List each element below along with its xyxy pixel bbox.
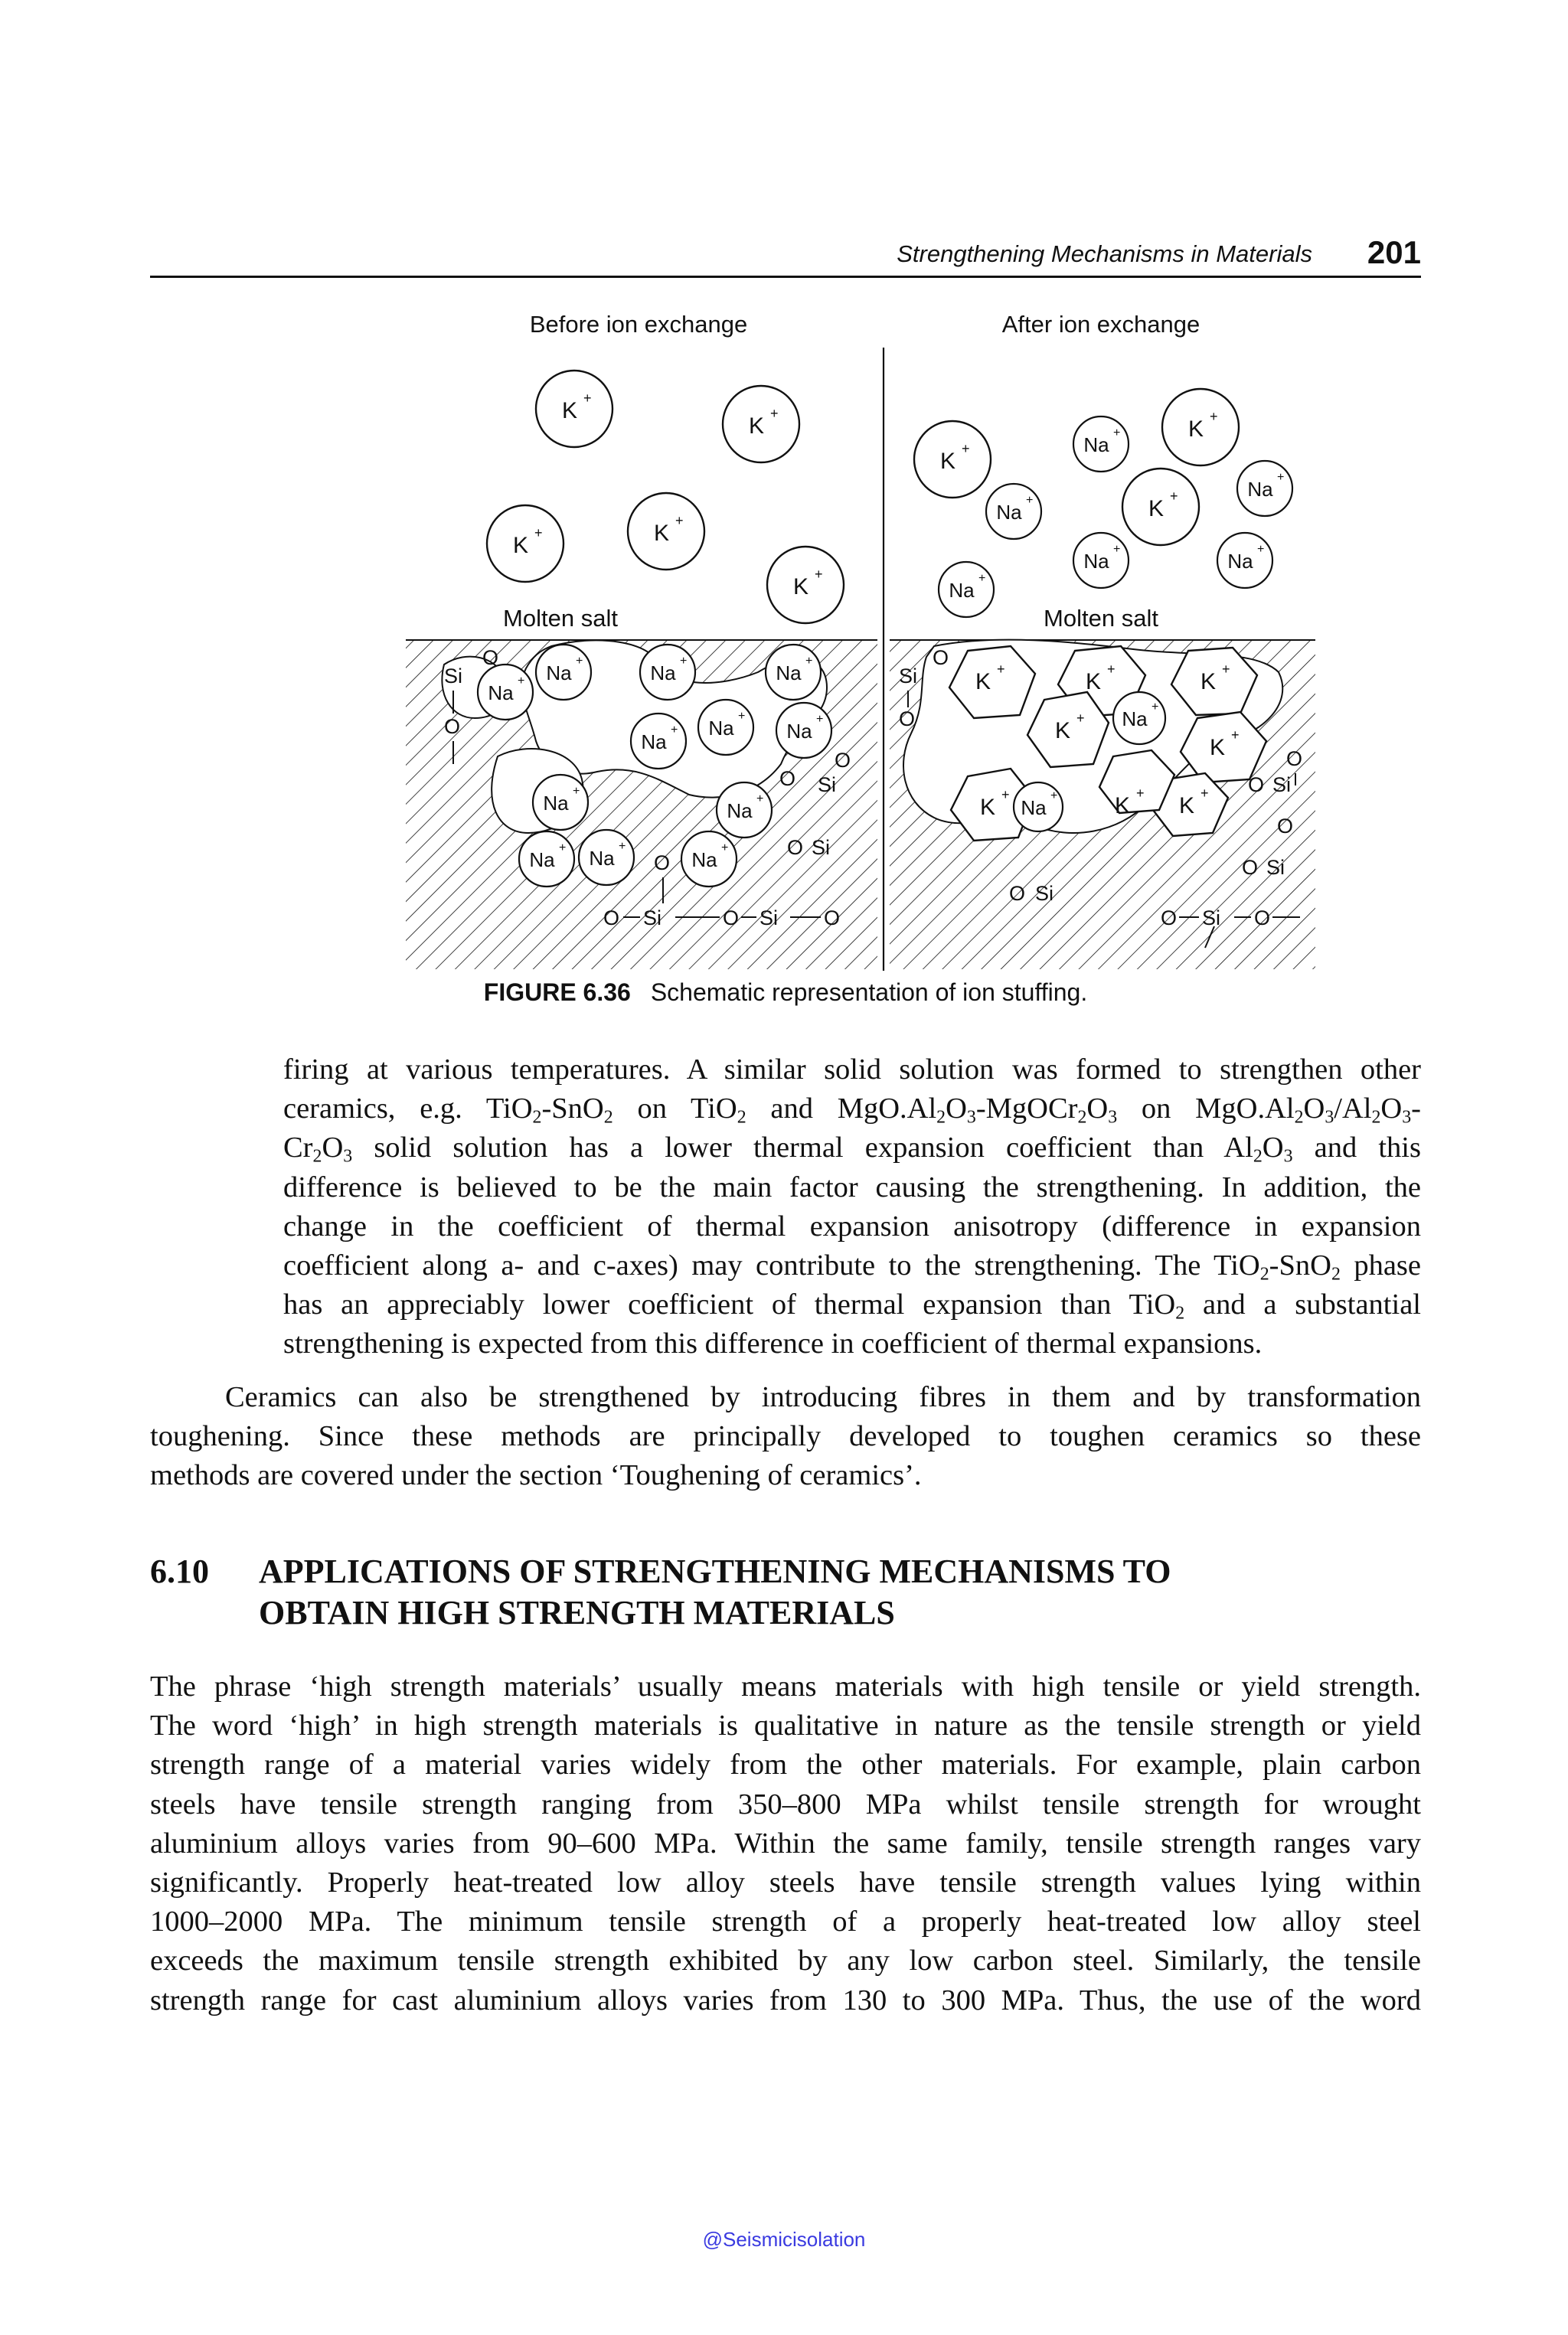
figure-ion-stuffing [398, 305, 1317, 971]
svg-text:+: + [559, 841, 567, 854]
ion-k-a1 [914, 421, 991, 498]
svg-text:+: + [1001, 787, 1010, 802]
svg-text:+: + [1050, 789, 1058, 802]
p1-line-8: strengthening is expected from this difference in coefficient of thermal expansions. [283, 1328, 1263, 1360]
atom-o-a3: O [1286, 747, 1303, 770]
svg-text:K: K [1209, 735, 1226, 760]
ion-k-5-charge: + [815, 567, 823, 582]
svg-text:Na: Na [488, 681, 514, 704]
label-molten-salt-before: Molten salt [503, 605, 618, 632]
svg-text:+: + [573, 785, 580, 798]
ion-k-2 [723, 386, 799, 462]
atom-o-b5: O [787, 836, 804, 859]
svg-text:+: + [1200, 785, 1209, 801]
atom-o-a8: O [1161, 906, 1178, 929]
svg-text:Na: Na [1083, 550, 1109, 573]
atom-o-b7: O [603, 906, 620, 929]
svg-text:Na: Na [1227, 550, 1253, 573]
ion-na-b12 [681, 831, 737, 887]
atom-o-b2: O [444, 715, 461, 738]
figure-caption-text: Schematic representation of ion stuffing. [650, 978, 1088, 1006]
atom-si-b1: Si [444, 665, 463, 687]
atom-si-b5: Si [760, 906, 779, 929]
ion-k-5-symbol: K [792, 574, 809, 599]
svg-text:Na: Na [1122, 707, 1148, 730]
ion-na-b9 [717, 782, 772, 838]
ion-na-a6 [939, 562, 994, 617]
svg-text:Na: Na [708, 717, 734, 740]
p3-line-5: aluminium alloys varies from 90–600 MPa. Within the same family, tensile strength ranges vary [150, 1827, 1421, 1860]
svg-text:+: + [671, 723, 678, 736]
svg-text:K: K [1200, 669, 1217, 694]
ion-k-a3 [1122, 469, 1199, 545]
svg-text:+: + [680, 655, 688, 668]
ion-na-b4 [766, 645, 821, 700]
svg-text:Na: Na [949, 579, 975, 602]
atom-si-b3: Si [812, 836, 831, 859]
ion-na-b2 [536, 645, 591, 700]
svg-text:+: + [962, 441, 970, 456]
p3-line-7: 1000–2000 MPa. The minimum tensile strength of a properly heat-treated low alloy steel [150, 1906, 1421, 1938]
ion-na-a1 [1073, 416, 1129, 472]
svg-text:+: + [978, 572, 986, 585]
svg-text:+: + [1210, 409, 1218, 424]
svg-text:Na: Na [546, 661, 572, 684]
atom-o-b9: O [824, 906, 841, 929]
ion-na-b8 [533, 775, 588, 830]
atom-si-b2: Si [818, 773, 837, 796]
ion-na-g2 [1014, 782, 1063, 831]
atom-si-a3: Si [1266, 856, 1285, 879]
label-after-ion-exchange: After ion exchange [1001, 311, 1200, 338]
ion-na-b10 [519, 831, 574, 887]
svg-text:Na: Na [650, 661, 676, 684]
ion-k-4 [628, 493, 704, 570]
svg-text:Na: Na [543, 792, 569, 815]
svg-text:K: K [1178, 793, 1195, 818]
ion-na-b11 [579, 830, 634, 885]
ion-na-a2 [986, 484, 1041, 539]
p3-line-6: significantly. Properly heat-treated low alloy steels have tensile strength values lying within [150, 1866, 1421, 1899]
svg-text:Na: Na [996, 501, 1022, 524]
figure-caption [150, 978, 1421, 1007]
ion-na-a4 [1073, 533, 1129, 588]
svg-text:+: + [1136, 785, 1145, 801]
atom-si-a2: Si [1272, 773, 1292, 796]
paragraph-high-strength [150, 1667, 1421, 2020]
atom-o-b3: O [835, 749, 851, 772]
p1-line-3: $Cr_2O_3$ solid solution has a lower thermal expansion coefficient than $Al_2O_3$ and this [283, 1132, 1421, 1168]
svg-text:+: + [738, 710, 746, 723]
svg-text:K: K [1085, 669, 1102, 694]
ion-k-1-symbol: K [561, 398, 578, 423]
svg-text:K: K [939, 449, 956, 474]
p1-line-5: change in the coefficient of thermal expansion anisotropy (difference in expansion [283, 1210, 1421, 1243]
p1-line-2: ceramics, e.g. TiO$_2$-SnO$_2$ on TiO$_2$ and $MgO.Al_2O_3-MgOCr_2O_3$ on $MgO.Al_2O_3/Al_2O_3-$ [283, 1092, 1421, 1128]
ion-k-5 [767, 547, 844, 623]
p1-line-6: coefficient along a- and c-axes) may contribute to the strengthening. The TiO$_2$-SnO$_2$ phase [283, 1249, 1422, 1285]
ion-exchange-diagram [398, 305, 1317, 971]
p3-line-8: exceeds the maximum tensile strength exhibited by any low carbon steel. Similarly, the tensile [150, 1945, 1421, 1977]
svg-text:+: + [1107, 661, 1116, 677]
atom-si-a4: Si [1035, 882, 1054, 905]
svg-text:K: K [979, 795, 996, 820]
svg-text:+: + [1076, 710, 1085, 726]
svg-text:Na: Na [1083, 433, 1109, 456]
paragraph-fibres [150, 1378, 1421, 1496]
svg-text:+: + [1113, 543, 1121, 556]
svg-text:+: + [518, 674, 525, 687]
page-number: 201 [1367, 234, 1421, 270]
ion-k-2-charge: + [770, 406, 779, 421]
header-rule [150, 276, 1421, 278]
svg-text:+: + [1231, 727, 1240, 743]
svg-text:Na: Na [776, 661, 802, 684]
ion-k-1 [536, 371, 612, 447]
svg-text:+: + [756, 792, 764, 805]
svg-text:Na: Na [1247, 478, 1273, 501]
running-head [150, 234, 1421, 274]
atom-o-b4: O [779, 767, 796, 790]
p2-line-1: Ceramics can also be strengthened by introducing fibres in them and by transformation [225, 1381, 1421, 1413]
p3-line-3: strength range of a material varies widely from the other materials. For example, plain carbon [150, 1749, 1421, 1781]
label-molten-salt-after: Molten salt [1044, 605, 1158, 632]
svg-text:+: + [1222, 661, 1230, 677]
ion-na-g1 [1113, 692, 1165, 744]
label-before-ion-exchange: Before ion exchange [529, 311, 748, 338]
p1-line-7: has an appreciably lower coefficient of thermal expansion than TiO$_2$ and a substantial [283, 1288, 1421, 1324]
section-title-line-1: APPLICATIONS OF STRENGTHENING MECHANISMS TO [259, 1553, 1171, 1590]
ion-k-2-symbol: K [748, 413, 765, 439]
atom-si-a1: Si [899, 665, 918, 687]
running-head-title: Strengthening Mechanisms in Materials [897, 240, 1312, 267]
ion-k-1-charge: + [583, 390, 592, 406]
atom-o-b1: O [482, 646, 499, 669]
atom-si-a5: Si [1202, 906, 1221, 929]
p2-line-2: toughening. Since these methods are principally developed to toughen ceramics so these [150, 1420, 1421, 1453]
svg-text:K: K [975, 669, 991, 694]
svg-text:K: K [1114, 793, 1131, 818]
svg-text:+: + [1170, 488, 1178, 504]
ion-na-b7 [776, 703, 831, 758]
svg-text:K: K [1187, 416, 1204, 442]
svg-text:Na: Na [786, 720, 812, 743]
svg-text:+: + [1113, 426, 1121, 439]
atom-si-b4: Si [643, 906, 662, 929]
svg-text:Na: Na [1021, 796, 1047, 819]
ion-k-3 [487, 505, 564, 582]
section-title-line-2: OBTAIN HIGH STRENGTH MATERIALS [259, 1594, 895, 1631]
ion-k-4-symbol: K [653, 521, 670, 546]
svg-text:+: + [1257, 543, 1265, 556]
svg-text:+: + [1152, 700, 1159, 714]
atom-o-a4: O [1248, 773, 1265, 796]
atom-o-a1: O [933, 646, 949, 669]
atom-o-b6: O [654, 851, 671, 874]
figure-caption-label: FIGURE 6.36 [483, 978, 631, 1006]
svg-text:+: + [721, 841, 729, 854]
svg-text:+: + [1277, 471, 1285, 484]
p1-line-4: difference is believed to be the main factor causing the strengthening. In addition, the [283, 1171, 1421, 1203]
p2-line-3: methods are covered under the section ‘Toughening of ceramics’. [150, 1459, 922, 1492]
p3-line-9: strength range for cast aluminium alloys varies from 130 to 300 MPa. Thus, the use of the word [150, 1984, 1421, 2017]
svg-text:K: K [1148, 496, 1165, 521]
atom-o-a5: O [1277, 815, 1294, 838]
svg-text:K: K [1054, 718, 1071, 743]
svg-text:+: + [619, 840, 626, 853]
watermark-link[interactable]: @Seismicisolation [702, 2228, 866, 2251]
svg-text:+: + [816, 713, 824, 726]
atom-o-a2: O [899, 707, 916, 730]
ion-k-4-charge: + [675, 513, 684, 528]
ion-na-b5 [631, 714, 686, 769]
ion-k-a2 [1162, 389, 1239, 465]
svg-text:+: + [1026, 494, 1034, 507]
ion-na-b6 [698, 700, 753, 755]
ion-k-3-symbol: K [512, 533, 529, 558]
svg-text:Na: Na [641, 730, 667, 753]
p1-line-1: firing at various temperatures. A similar solid solution was formed to strengthen other [283, 1053, 1421, 1086]
atom-o-a7: O [1009, 882, 1026, 905]
section-number: 6.10 [150, 1553, 209, 1590]
ion-k-3-charge: + [534, 525, 543, 540]
svg-text:Na: Na [691, 848, 717, 871]
p3-line-1: The phrase ‘high strength materials’ usually means materials with high tensile or yield strength. [150, 1670, 1421, 1703]
p3-line-2: The word ‘high’ in high strength materials is qualitative in nature as the tensile strength or yield [150, 1710, 1421, 1742]
ion-na-a3 [1237, 461, 1292, 516]
svg-text:Na: Na [727, 799, 753, 822]
paragraph-solid-solution [283, 1050, 1421, 1364]
atom-o-a9: O [1254, 906, 1271, 929]
svg-text:+: + [576, 655, 583, 668]
svg-text:Na: Na [529, 848, 555, 871]
p3-line-4: steels have tensile strength ranging from 350–800 MPa whilst tensile strength for wrought [150, 1788, 1421, 1821]
ion-na-b3 [640, 645, 695, 700]
svg-text:+: + [997, 661, 1005, 677]
atom-o-b8: O [723, 906, 740, 929]
svg-text:+: + [805, 655, 813, 668]
svg-text:Na: Na [589, 847, 615, 870]
ion-na-a5 [1217, 533, 1272, 588]
ion-na-b1 [478, 665, 533, 720]
atom-o-a6: O [1242, 856, 1259, 879]
section-title [259, 1551, 1407, 1634]
